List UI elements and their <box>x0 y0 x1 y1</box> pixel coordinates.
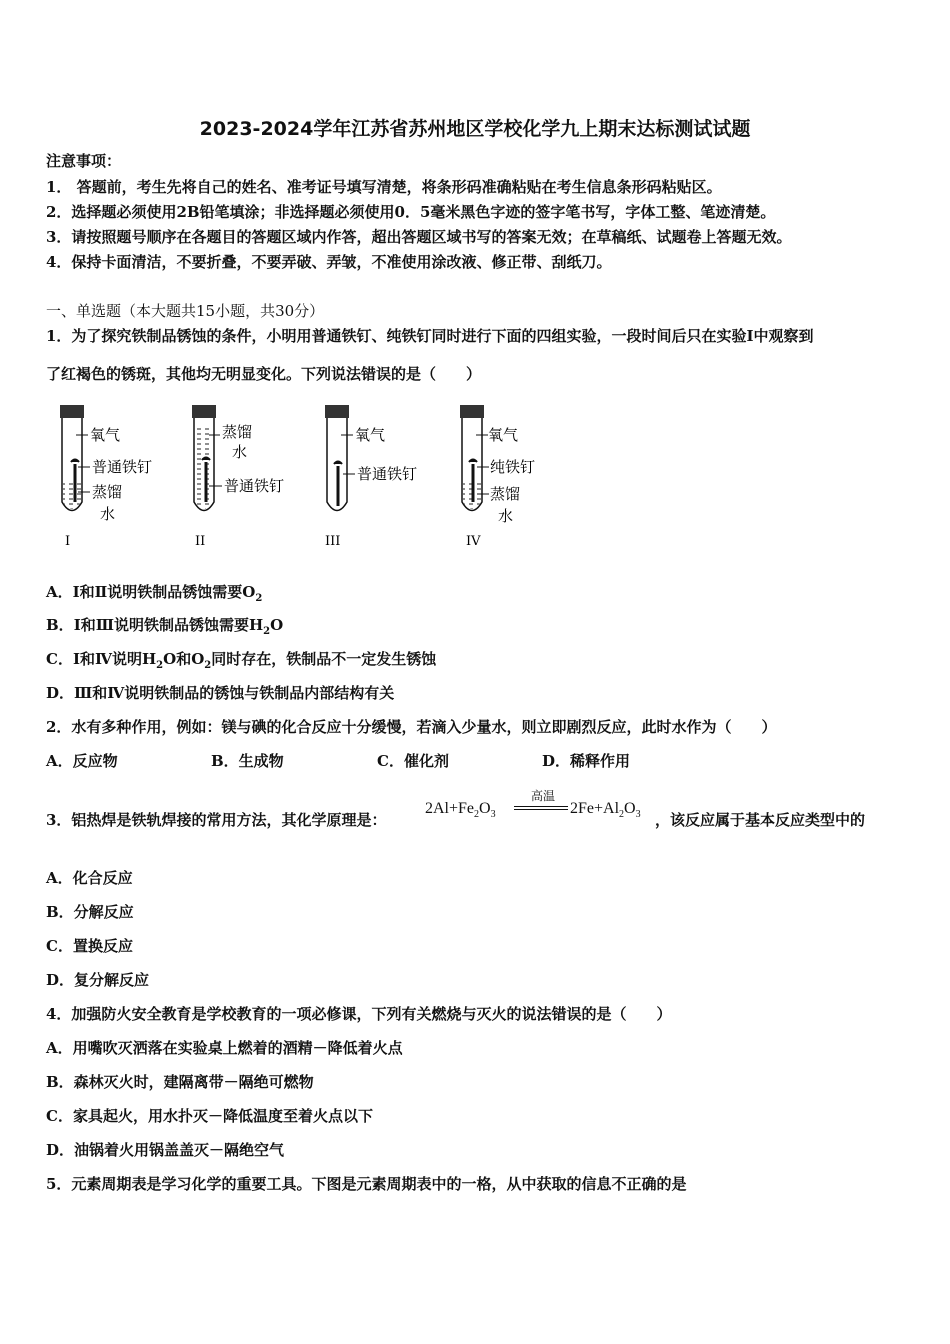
chemical-equation-right: $2Fe+Al_2O_3$ <box>570 800 641 821</box>
tube-1-label: 普通铁钉 <box>92 458 153 476</box>
tube-3-number: III <box>325 534 341 549</box>
notice-item: 1． 答题前，考生先将自己的姓名、准考证号填写清楚，将条形码准确粘贴在考生信息条形码粘贴区。 <box>46 178 722 196</box>
section-heading: 一、单选题（本大题共15小题，共30分） <box>46 302 325 320</box>
tube-4-number: IV <box>466 534 481 549</box>
q2-option-b: B．生成物 <box>211 752 284 770</box>
q1-option-b: B．Ⅰ和Ⅲ说明铁制品锈蚀需要$H_2O$ <box>46 616 284 637</box>
question-3-stem-end: ，该反应属于基本反应类型中的 <box>655 811 866 829</box>
notice-item: 3．请按照题号顺序在各题目的答题区域内作答，超出答题区域书写的答案无效；在草稿纸、试题卷上答题无效。 <box>46 228 792 246</box>
notice-item: 2．选择题必须使用2B铅笔填涂；非选择题必须使用0．5毫米黑色字迹的签字笔书写，字体工整、笔迹清楚。 <box>46 203 776 221</box>
tube-3 <box>325 405 417 549</box>
notice-heading: 注意事项： <box>46 152 122 170</box>
tube-3-label: 普通铁钉 <box>357 465 418 483</box>
q3-option-a: A．化合反应 <box>46 869 133 887</box>
q2-option-d: D．稀释作用 <box>542 752 631 770</box>
test-tube-figure <box>52 402 572 552</box>
notice-item: 4．保持卡面清洁，不要折叠，不要弄破、弄皱，不准使用涂改液、修正带、刮纸刀。 <box>46 253 612 271</box>
q4-option-c: C．家具起火，用水扑灭－降低温度至着火点以下 <box>46 1107 373 1125</box>
question-3-stem-start: 3．铝热焊是铁轨焊接的常用方法，其化学原理是： <box>46 811 387 829</box>
page-title: 2023-2024学年江苏省苏州地区学校化学九上期末达标测试试题 <box>199 118 751 140</box>
tube-2 <box>192 405 284 549</box>
chemical-equation-left: $2Al+Fe_2O_3$ <box>425 800 496 821</box>
tube-1-number: I <box>65 534 71 549</box>
q3-option-d: D．复分解反应 <box>46 971 150 989</box>
q4-option-d: D．油锅着火用锅盖盖灭－隔绝空气 <box>46 1141 285 1159</box>
q1-option-d: D．Ⅲ和Ⅳ说明铁制品的锈蚀与铁制品内部结构有关 <box>46 684 395 702</box>
q2-option-a: A．反应物 <box>46 752 118 770</box>
tube-4-label: 水 <box>498 507 514 525</box>
tube-4-label: 纯铁钉 <box>490 458 536 476</box>
reaction-condition: 高温 <box>530 789 555 803</box>
tube-4-label: 氧气 <box>488 426 519 444</box>
question-1-line-2: 了红褐色的锈斑，其他均无明显变化。下列说法错误的是（ ） <box>46 365 482 383</box>
tube-4 <box>460 405 535 549</box>
q3-option-b: B．分解反应 <box>46 903 134 921</box>
question-4-stem: 4．加强防火安全教育是学校教育的一项必修课，下列有关燃烧与灭火的说法错误的是（ ） <box>46 1005 672 1023</box>
tube-2-label: 蒸馏 <box>222 423 253 441</box>
q3-option-c: C．置换反应 <box>46 937 133 955</box>
tube-3-label: 氧气 <box>355 426 386 444</box>
tube-4-label: 蒸馏 <box>490 485 521 503</box>
tube-2-number: II <box>195 534 206 549</box>
question-2-stem: 2．水有多种作用，例如：镁与碘的化合反应十分缓慢，若滴入少量水，则立即剧烈反应，此时水作为（ ） <box>46 718 777 736</box>
tube-2-label: 水 <box>232 443 248 461</box>
tube-1-label: 蒸馏 <box>92 483 123 501</box>
q4-option-b: B．森林灭火时，建隔离带－隔绝可燃物 <box>46 1073 314 1091</box>
q2-option-c: C．催化剂 <box>377 752 449 770</box>
q1-option-a: A．Ⅰ和Ⅱ说明铁制品锈蚀需要$O_2$ <box>46 583 263 604</box>
q1-option-c: C．Ⅰ和Ⅳ说明$H_2O$和$O_2$同时存在，铁制品不一定发生锈蚀 <box>46 650 437 671</box>
question-5-stem: 5．元素周期表是学习化学的重要工具。下图是元素周期表中的一格，从中获取的信息不正确的是 <box>46 1175 687 1193</box>
question-1-line-1: 1．为了探究铁制品锈蚀的条件，小明用普通铁钉、纯铁钉同时进行下面的四组实验，一段时间后只在实验Ⅰ中观察到 <box>46 327 814 345</box>
tube-1 <box>60 405 152 549</box>
q4-option-a: A．用嘴吹灭洒落在实验桌上燃着的酒精－降低着火点 <box>46 1039 403 1057</box>
tube-1-label: 氧气 <box>90 426 121 444</box>
tube-1-label: 水 <box>100 505 116 523</box>
tube-2-label: 普通铁钉 <box>224 477 285 495</box>
equation-equals-sign <box>514 806 568 810</box>
